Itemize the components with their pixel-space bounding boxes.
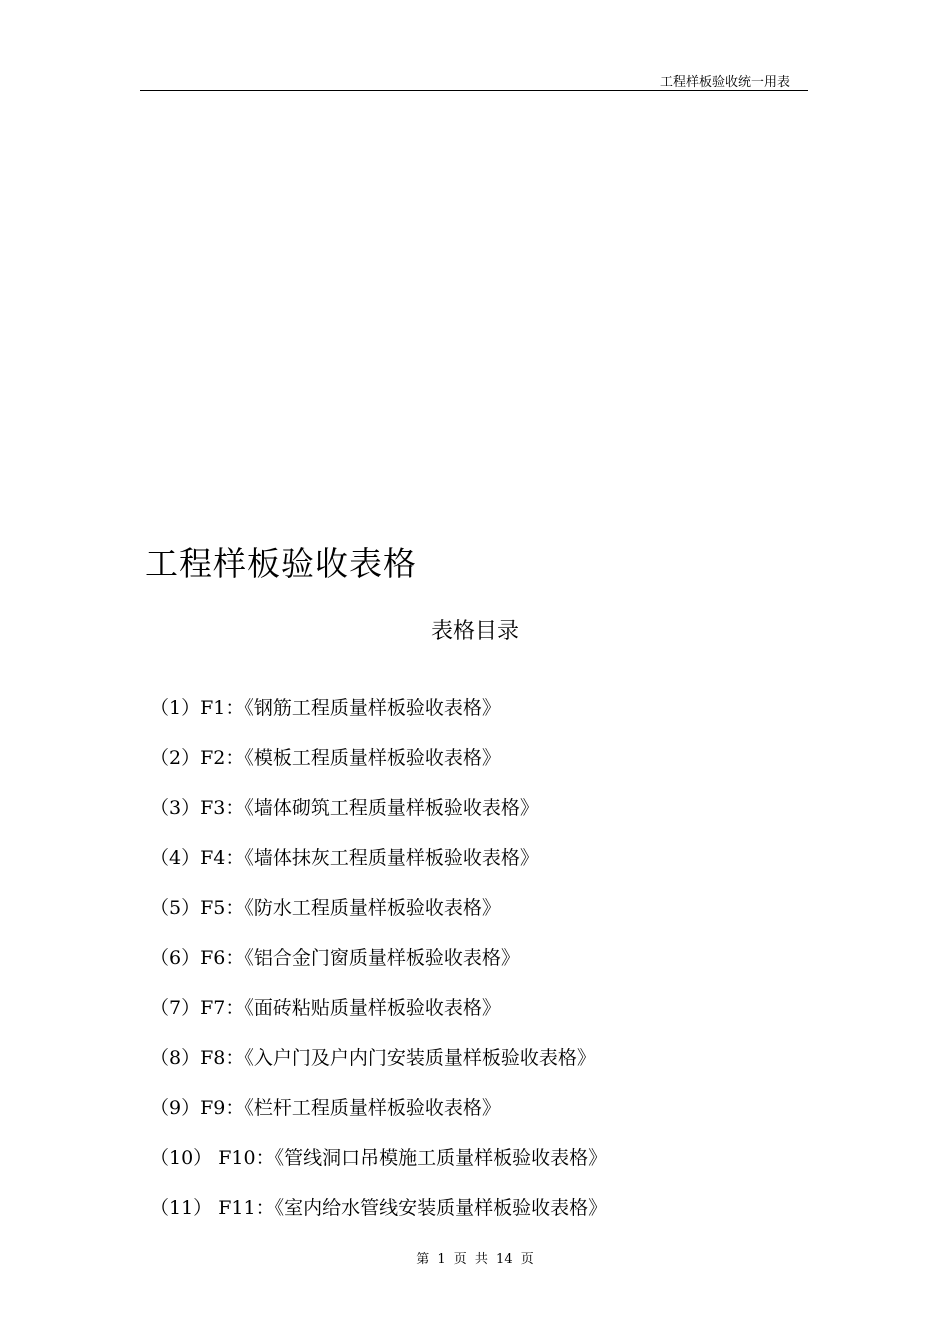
toc-item: （10） F10：《管线洞口吊模施工质量样板验收表格》 bbox=[150, 1147, 608, 1169]
toc-item: （4）F4：《墙体抹灰工程质量样板验收表格》 bbox=[150, 847, 539, 869]
toc-item: （2）F2：《模板工程质量样板验收表格》 bbox=[150, 747, 501, 769]
toc-item: （8）F8：《入户门及户内门安装质量样板验收表格》 bbox=[150, 1047, 596, 1069]
toc-list bbox=[150, 694, 607, 1244]
toc-item: （6）F6：《铝合金门窗质量样板验收表格》 bbox=[150, 947, 520, 969]
toc-item: （9）F9：《栏杆工程质量样板验收表格》 bbox=[150, 1097, 501, 1119]
toc-title: 表格目录 bbox=[430, 619, 519, 644]
document-title: 工程样板验收表格 bbox=[145, 544, 417, 583]
toc-item: （11） F11：《室内给水管线安装质量样板验收表格》 bbox=[150, 1197, 608, 1219]
page-footer: 第 1 页 共 14 页 bbox=[416, 1252, 534, 1267]
toc-item: （3）F3：《墙体砌筑工程质量样板验收表格》 bbox=[150, 797, 539, 819]
page-header bbox=[140, 66, 808, 91]
toc-item: （1）F1：《钢筋工程质量样板验收表格》 bbox=[150, 697, 501, 719]
header-text: 工程样板验收统一用表 bbox=[659, 75, 790, 90]
toc-item: （5）F5：《防水工程质量样板验收表格》 bbox=[150, 897, 501, 919]
toc-item: （7）F7：《面砖粘贴质量样板验收表格》 bbox=[150, 997, 501, 1019]
